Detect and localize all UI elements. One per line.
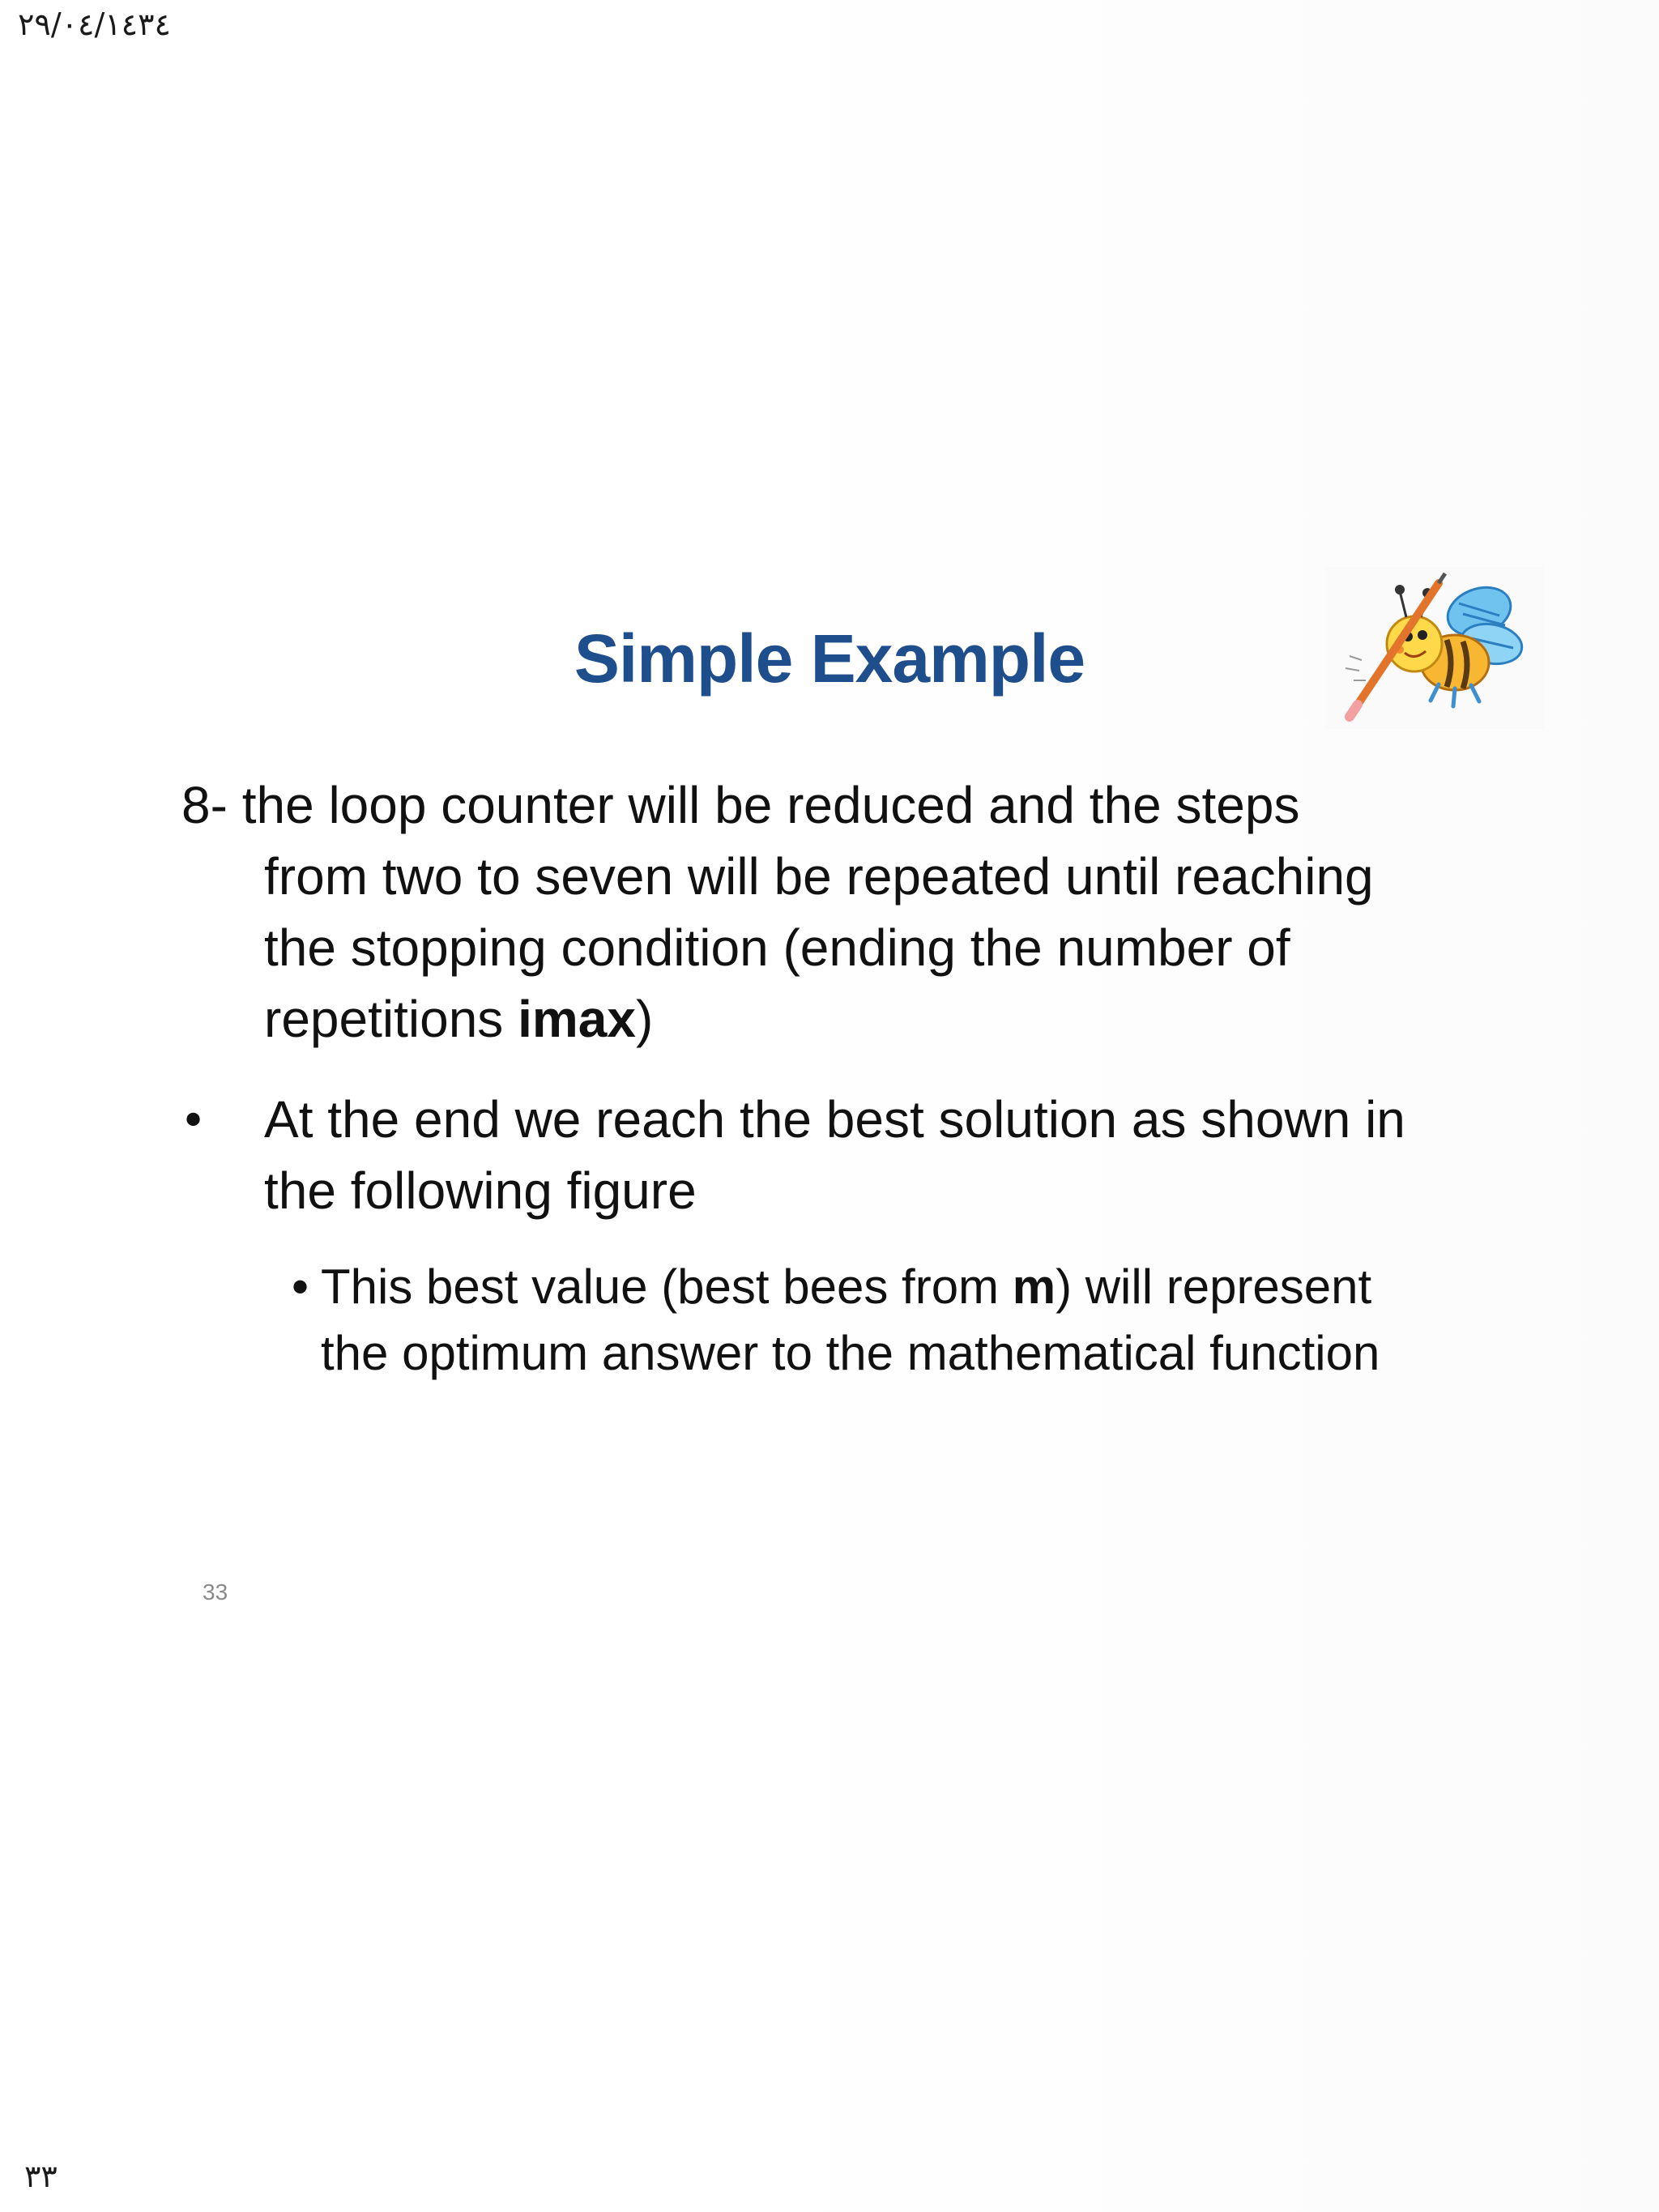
text-run: This best value (best bees from — [321, 1259, 1013, 1314]
text-run: ) — [635, 990, 654, 1048]
sub-bullet-line — [321, 1254, 1371, 1320]
slide-number: 33 — [203, 1579, 228, 1605]
bold-term-imax: imax — [518, 990, 636, 1048]
text-run: repetitions — [264, 990, 518, 1048]
hijri-date: ٢٩/٠٤/١٤٣٤ — [18, 6, 171, 42]
paragraph-line — [264, 983, 653, 1055]
bullet-line: At the end we reach the best solution as shown in — [264, 1090, 1405, 1149]
text-run: ) will represent — [1056, 1259, 1372, 1314]
sub-bullet-line: the optimum answer to the mathematical function — [321, 1326, 1380, 1380]
page-number: ٣٣ — [24, 2159, 58, 2194]
paragraph-line: from two to seven will be repeated until reaching — [264, 847, 1374, 906]
bee-with-pencil-icon — [1325, 567, 1544, 729]
bullet-marker: • — [180, 1095, 207, 1148]
slide-title: Simple Example — [574, 620, 1085, 697]
sub-bullet-marker: • — [292, 1259, 309, 1314]
bullet-line: the following figure — [264, 1161, 697, 1220]
bold-term-m: m — [1012, 1259, 1056, 1314]
paragraph-line: the stopping condition (ending the number of — [264, 918, 1290, 977]
paragraph-line: 8- the loop counter will be reduced and the steps — [181, 776, 1300, 834]
